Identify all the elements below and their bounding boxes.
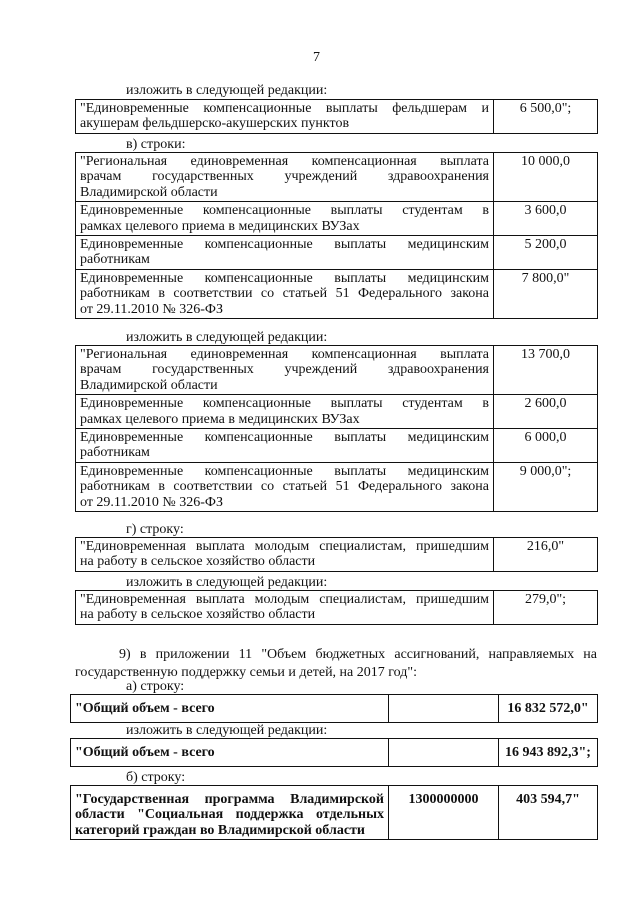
page-number: 7 [313, 50, 320, 65]
row-code: 1300000000 [389, 786, 499, 840]
edit-instruction-1: изложить в следующей редакции: [126, 83, 328, 98]
table-row [76, 202, 598, 236]
edit-instruction-4: изложить в следующей редакции: [126, 723, 328, 738]
table-row [71, 695, 598, 723]
table-row [76, 153, 598, 202]
table-row [76, 538, 598, 572]
table-program-row [70, 785, 598, 840]
row-value: 3 600,0 [494, 202, 598, 236]
row-code [389, 695, 499, 723]
row-label: Единовременные компенсационные выплаты медицинским работникам в соответствии со статьей 51 Федерального закона от 29.11.2010 № 326-ФЗ [76, 269, 494, 318]
table-row [71, 739, 598, 767]
row-label: "Государственная программа Владимирской области "Социальная поддержка отдельных категорий граждан во Владимирской области [71, 786, 389, 840]
section-a-label: а) строку: [126, 679, 185, 694]
row-label: "Общий объем - всего [71, 739, 389, 767]
row-label: Единовременные компенсационные выплаты студентам в рамках целевого приема в медицинских ВУЗах [76, 395, 494, 429]
row-value: 216,0" [494, 538, 598, 572]
section-b-label: б) строку: [126, 770, 186, 785]
table-v-rows-new [75, 345, 598, 512]
table-paramedic-payments [75, 99, 598, 134]
paragraph-9: 9) в приложении 11 "Объем бюджетных ассигнований, направляемых на государственную поддержку семьи и детей, на 2017 год": [75, 647, 597, 680]
table-row [76, 462, 598, 511]
edit-instruction-3: изложить в следующей редакции: [126, 575, 328, 590]
row-label: "Общий объем - всего [71, 695, 389, 723]
section-v-label: в) строки: [126, 137, 186, 152]
table-row [76, 100, 598, 134]
table-g-row [75, 537, 598, 572]
section-g-label: г) строку: [126, 522, 184, 537]
table-row [71, 786, 598, 840]
row-value: 403 594,7" [499, 786, 598, 840]
row-value: 279,0"; [494, 591, 598, 625]
row-label: Единовременные компенсационные выплаты студентам в рамках целевого приема в медицинских ВУЗах [76, 202, 494, 236]
row-label: Единовременные компенсационные выплаты медицинским работникам [76, 235, 494, 269]
row-label: "Региональная единовременная компенсационная выплата врачам государственных учреждений здравоохранения Владимирской области [76, 346, 494, 395]
row-value: 6 000,0 [494, 428, 598, 462]
row-value: 2 600,0 [494, 395, 598, 429]
row-value: 9 000,0"; [494, 462, 598, 511]
table-row [76, 269, 598, 318]
row-label: Единовременные компенсационные выплаты медицинским работникам в соответствии со статьей 51 Федерального закона от 29.11.2010 № 326-ФЗ [76, 462, 494, 511]
row-value: 10 000,0 [494, 153, 598, 202]
row-value: 16 943 892,3"; [499, 739, 598, 767]
table-row [76, 428, 598, 462]
row-label: "Единовременная выплата молодым специалистам, пришедшим на работу в сельское хозяйство области [76, 591, 494, 625]
row-label: "Единовременная выплата молодым специалистам, пришедшим на работу в сельское хозяйство области [76, 538, 494, 572]
edit-instruction-2: изложить в следующей редакции: [126, 330, 328, 345]
table-row [76, 591, 598, 625]
row-label: "Единовременные компенсационные выплаты фельдшерам и акушерам фельдшерско-акушерских пунктов [76, 100, 494, 134]
row-label: "Региональная единовременная компенсационная выплата врачам государственных учреждений здравоохранения Владимирской области [76, 153, 494, 202]
row-code [389, 739, 499, 767]
table-row [76, 346, 598, 395]
row-value: 7 800,0" [494, 269, 598, 318]
table-row [76, 395, 598, 429]
row-label: Единовременные компенсационные выплаты медицинским работникам [76, 428, 494, 462]
row-value: 13 700,0 [494, 346, 598, 395]
table-total-new [70, 738, 598, 767]
table-v-rows [75, 152, 598, 319]
row-value: 16 832 572,0" [499, 695, 598, 723]
table-row [76, 235, 598, 269]
row-value: 6 500,0"; [494, 100, 598, 134]
table-g-row-new [75, 590, 598, 625]
table-total-old [70, 694, 598, 723]
row-value: 5 200,0 [494, 235, 598, 269]
